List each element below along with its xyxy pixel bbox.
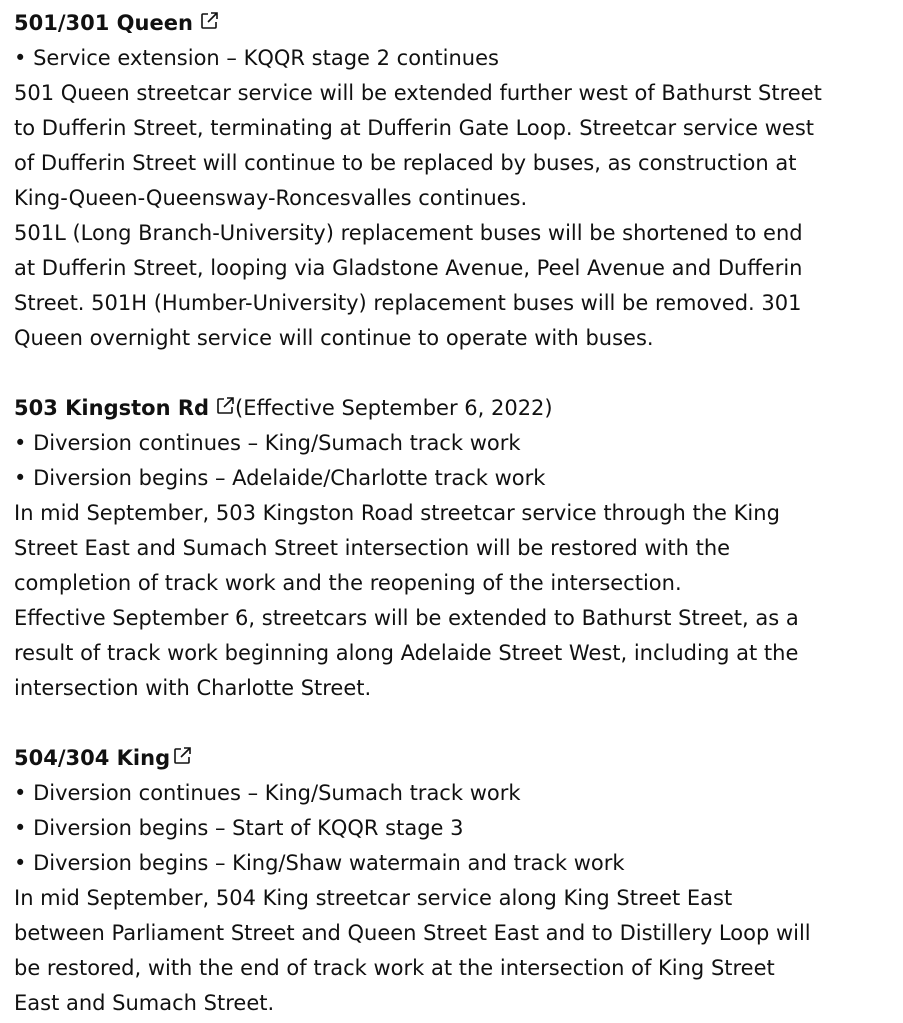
route-heading	[14, 6, 889, 41]
effective-date-note: (Effective September 6, 2022)	[235, 396, 553, 420]
bullet-item: • Diversion begins – King/Shaw watermain and track work	[14, 846, 889, 881]
body-line: to Dufferin Street, terminating at Dufferin Gate Loop. Streetcar service west	[14, 116, 814, 140]
body-line: Street East and Sumach Street intersection will be restored with the	[14, 536, 731, 560]
bullet-item: • Service extension – KQQR stage 2 continues	[14, 41, 889, 76]
route-501-301-queen	[14, 6, 889, 356]
route-504-304-king	[14, 741, 889, 1021]
body-line: completion of track work and the reopening of the intersection.	[14, 571, 682, 595]
bullet-item: • Diversion continues – King/Sumach track work	[14, 776, 889, 811]
route-title[interactable]: 504/304 King	[14, 746, 171, 770]
body-line: 501 Queen streetcar service will be extended further west of Bathurst Street	[14, 81, 822, 105]
body-line: be restored, with the end of track work at the intersection of King Street	[14, 956, 775, 980]
body-line: In mid September, 504 King streetcar service along King Street East	[14, 886, 733, 910]
body-line: between Parliament Street and Queen Street East and to Distillery Loop will	[14, 921, 811, 945]
body-line: East and Sumach Street.	[14, 991, 275, 1015]
route-title[interactable]: 503 Kingston Rd	[14, 396, 210, 420]
body-line: Street. 501H (Humber-University) replacement buses will be removed. 301	[14, 291, 802, 315]
route-heading	[14, 741, 889, 776]
body-line: In mid September, 503 Kingston Road streetcar service through the King	[14, 501, 780, 525]
body-line: Effective September 6, streetcars will be extended to Bathurst Street, as a	[14, 606, 799, 630]
body-line: intersection with Charlotte Street.	[14, 676, 372, 700]
route-503-kingston-rd	[14, 391, 889, 706]
bullet-item: • Diversion begins – Start of KQQR stage 3	[14, 811, 889, 846]
body-line: King-Queen-Queensway-Roncesvalles continues.	[14, 186, 528, 210]
external-link-icon[interactable]	[215, 396, 235, 416]
body-line: of Dufferin Street will continue to be replaced by buses, as construction at	[14, 151, 797, 175]
route-title[interactable]: 501/301 Queen	[14, 11, 193, 35]
external-link-icon[interactable]	[199, 11, 219, 31]
bullet-item: • Diversion begins – Adelaide/Charlotte track work	[14, 461, 889, 496]
body-line: at Dufferin Street, looping via Gladstone Avenue, Peel Avenue and Dufferin	[14, 256, 803, 280]
bullet-item: • Diversion continues – King/Sumach track work	[14, 426, 889, 461]
body-line: 501L (Long Branch-University) replacement buses will be shortened to end	[14, 221, 803, 245]
external-link-icon[interactable]	[172, 746, 192, 766]
route-heading	[14, 391, 889, 426]
body-line: Queen overnight service will continue to operate with buses.	[14, 326, 654, 350]
body-line: result of track work beginning along Adelaide Street West, including at the	[14, 641, 799, 665]
